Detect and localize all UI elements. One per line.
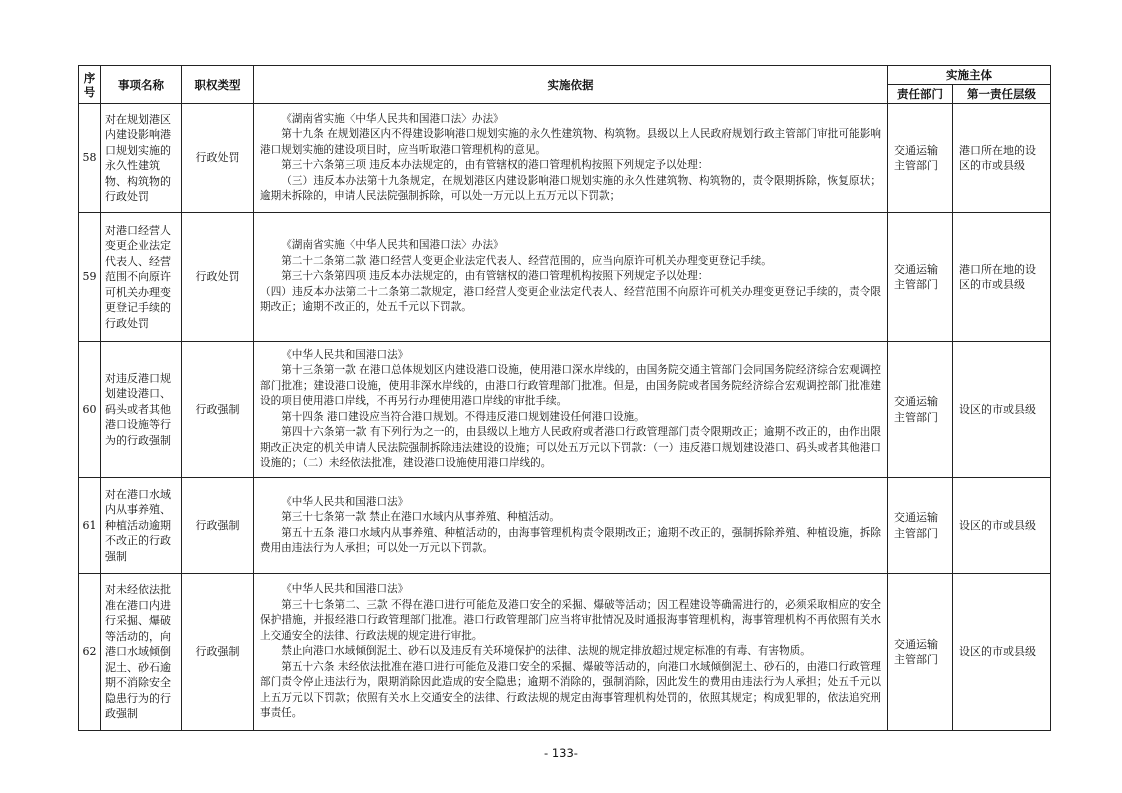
header-dept: 责任部门: [888, 85, 953, 104]
row-responsible-dept: 交通运输主管部门: [888, 574, 953, 731]
table-row: [79, 342, 1051, 478]
header-subject: 实施主体: [888, 66, 1051, 85]
row-basis: [254, 574, 888, 731]
table-body: [79, 104, 1051, 731]
table-row: [79, 574, 1051, 731]
basis-paragraph: 《湖南省实施〈中华人民共和国港口法〉办法》: [281, 239, 504, 252]
header-level: 第一责任层级: [953, 85, 1051, 104]
row-seq: 58: [79, 104, 101, 213]
header-type: 职权类型: [182, 66, 254, 104]
row-seq: 59: [79, 213, 101, 342]
basis-paragraph: 《湖南省实施〈中华人民共和国港口法〉办法》: [281, 112, 504, 125]
basis-paragraph: 《中华人民共和国港口法》: [281, 495, 409, 508]
basis-paragraph: 第十九条 在规划港区内不得建设影响港口规划实施的永久性建筑物、构筑物。县级以上人民政府规划行政主管部门审批可能影响港口规划实施的建设项目时，应当听取港口管理机构的意见。: [260, 128, 881, 156]
row-responsibility-level: 设区的市或县级: [953, 478, 1051, 574]
row-power-type: 行政处罚: [182, 104, 254, 213]
basis-paragraph: 第三十六条第四项 违反本办法规定的，由有管辖权的港口管理机构按照下列规定予以处理：: [281, 270, 709, 283]
table-row: [79, 478, 1051, 574]
basis-paragraph: 第四十六条第一款 有下列行为之一的，由县级以上地方人民政府或者港口行政管理部门责令限期改正；逾期不改正的，由作出限期改正决定的机关申请人民法院强制拆除违法建设的设施；可以处五万元以下罚款：（一）违反港口规划建设港口、码头或者其他港口设施的；（二）未经依法批准，建设港口设施使用港口岸线的。: [260, 426, 881, 469]
table-row: [79, 104, 1051, 213]
row-item-name: 对未经依法批准在港口内进行采掘、爆破等活动的，向港口水域倾倒泥土、砂石逾期不消除安全隐患行为的行政强制: [101, 574, 182, 731]
table-page: [78, 65, 1050, 731]
row-basis: [254, 478, 888, 574]
row-basis: [254, 213, 888, 342]
row-responsible-dept: 交通运输主管部门: [888, 104, 953, 213]
header-name: 事项名称: [101, 66, 182, 104]
basis-paragraph: 第十四条 港口建设应当符合港口规划。不得违反港口规划建设任何港口设施。: [281, 410, 645, 423]
row-item-name: 对在规划港区内建设影响港口规划实施的永久性建筑物、构筑物的行政处罚: [101, 104, 182, 213]
row-responsibility-level: 港口所在地的设区的市或县级: [953, 213, 1051, 342]
row-seq: 62: [79, 574, 101, 731]
row-item-name: 对港口经营人变更企业法定代表人、经营范围不向原许可机关办理变更登记手续的行政处罚: [101, 213, 182, 342]
row-responsible-dept: 交通运输主管部门: [888, 478, 953, 574]
row-responsible-dept: 交通运输主管部门: [888, 213, 953, 342]
row-item-name: 对违反港口规划建设港口、码头或者其他港口设施等行为的行政强制: [101, 342, 182, 478]
basis-paragraph: 第五十六条 未经依法批准在港口进行可能危及港口安全的采掘、爆破等活动的，向港口水域倾倒泥土、砂石的，由港口行政管理部门责令停止违法行为，限期消除因此造成的安全隐患；逾期不消除的，强制消除，因此发生的费用由违法行为人承担；处五千元以上五万元以下罚款；依照有关水上交通安全的法律、行政法规的规定由海事管理机构处罚的，依照其规定；构成犯罪的，依法追究刑事责任。: [260, 660, 881, 720]
row-power-type: 行政强制: [182, 574, 254, 731]
basis-paragraph: 禁止向港口水域倾倒泥土、砂石以及违反有关环境保护的法律、法规的规定排放超过规定标准的有毒、有害物质。: [281, 645, 811, 658]
row-responsibility-level: 设区的市或县级: [953, 574, 1051, 731]
header-seq: 序号: [79, 66, 101, 104]
basis-paragraph: （三）违反本办法第十九条规定，在规划港区内建设影响港口规划实施的永久性建筑物、构筑物的，责令限期拆除，恢复原状；逾期未拆除的，申请人民法院强制拆除，可以处一万元以上五万元以下罚款；: [260, 174, 881, 202]
table-row: [79, 213, 1051, 342]
row-responsibility-level: 港口所在地的设区的市或县级: [953, 104, 1051, 213]
row-power-type: 行政处罚: [182, 213, 254, 342]
row-power-type: 行政强制: [182, 342, 254, 478]
basis-paragraph: 第三十七条第一款 禁止在港口水域内从事养殖、种植活动。: [281, 511, 560, 523]
row-responsibility-level: 设区的市或县级: [953, 342, 1051, 478]
basis-paragraph: 第三十六条第三项 违反本办法规定的，由有管辖权的港口管理机构按照下列规定予以处理：: [281, 159, 709, 171]
basis-paragraph: 《中华人民共和国港口法》: [281, 348, 409, 361]
basis-paragraph: （四）违反本办法第二十二条第二款规定，港口经营人变更企业法定代表人、经营范围不向原许可机关办理变更登记手续的，责令限期改正；逾期不改正的，处五千元以下罚款。: [260, 285, 881, 314]
row-seq: 60: [79, 342, 101, 478]
basis-paragraph: 第五十五条 港口水域内从事养殖、种植活动的，由海事管理机构责令限期改正；逾期不改正的，强制拆除养殖、种植设施，拆除费用由违法行为人承担；可以处一万元以下罚款。: [260, 526, 881, 554]
basis-paragraph: 《中华人民共和国港口法》: [281, 583, 409, 596]
row-basis: [254, 342, 888, 478]
row-responsible-dept: 交通运输主管部门: [888, 342, 953, 478]
row-item-name: 对在港口水域内从事养殖、种植活动逾期不改正的行政强制: [101, 478, 182, 574]
page-number: - 133-: [544, 746, 578, 760]
header-basis: 实施依据: [254, 66, 888, 104]
basis-paragraph: 第十三条第一款 在港口总体规划区内建设港口设施，使用港口深水岸线的，由国务院交通主管部门会同国务院经济综合宏观调控部门批准；建设港口设施，使用非深水岸线的，由港口行政管理部门批准。但是，由国务院或者国务院经济综合宏观调控部门批准建设的项目使用港口岸线，不再另行办理使用港口岸线的审批手续。: [260, 364, 881, 407]
row-power-type: 行政强制: [182, 478, 254, 574]
basis-paragraph: 第三十七条第二、三款 不得在港口进行可能危及港口安全的采掘、爆破等活动；因工程建设等确需进行的，必须采取相应的安全保护措施，并报经港口行政管理部门批准。港口行政管理部门应当将审批情况及时通报海事管理机构，海事管理机构不再依照有关水上交通安全的法律、行政法规的规定进行审批。: [260, 598, 881, 642]
row-seq: 61: [79, 478, 101, 574]
powers-table: [78, 65, 1051, 731]
basis-paragraph: 第二十二条第二款 港口经营人变更企业法定代表人、经营范围的，应当向原许可机关办理变更登记手续。: [281, 254, 772, 267]
row-basis: [254, 104, 888, 213]
